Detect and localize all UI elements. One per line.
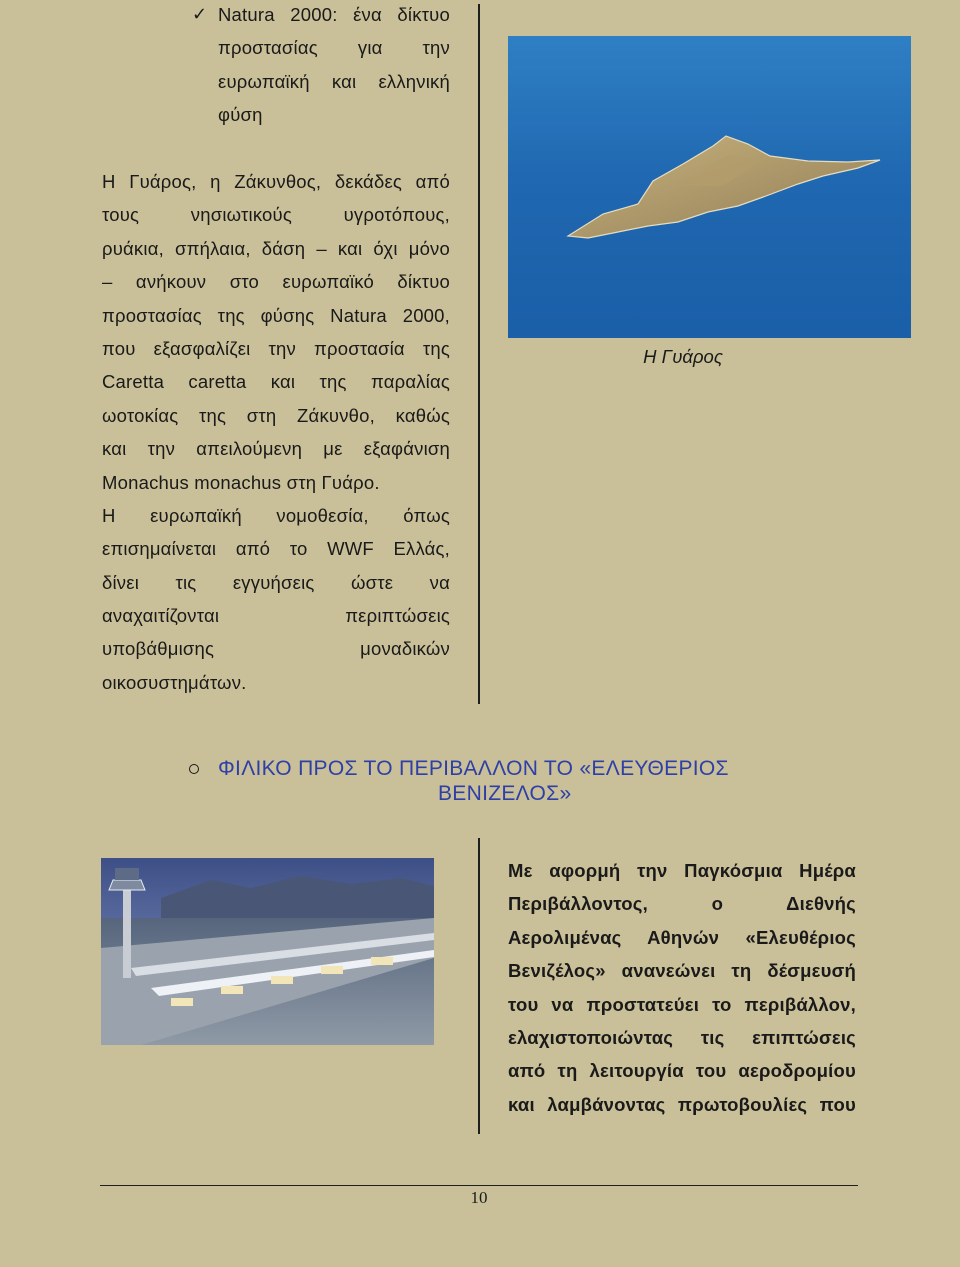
paragraph-line: που εξασφαλίζει την προστασία της [102, 337, 450, 359]
paragraph-line: Περιβάλλοντος, ο Διεθνής [508, 893, 856, 915]
airport-paragraph [508, 854, 856, 1121]
gyaros-caption: Η Γυάρος [643, 346, 723, 367]
paragraph-line: από τη λειτουργία του αεροδρομίου [508, 1060, 856, 1082]
paragraph-line: δίνει τις εγγυήσεις ώστε να [102, 571, 450, 593]
paragraph-line: Με αφορμή την Παγκόσμια Ημέρα [508, 860, 856, 881]
natura-heading [192, 0, 450, 132]
airport-heading [190, 756, 890, 806]
paragraph-line: αναχαιτίζονται περιπτώσεις [102, 605, 450, 627]
paragraph-line: ελαχιστοποιώντας τις επιπτώσεις [508, 1026, 856, 1048]
gyaros-island-photo [508, 36, 911, 338]
paragraph-line: Η ευρωπαϊκή νομοθεσία, όπως [102, 504, 450, 526]
page-number: 10 [470, 1188, 488, 1207]
paragraph-line: Caretta caretta και της παραλίας [102, 371, 450, 393]
paragraph-line: Αερολιμένας Αθηνών «Ελευθέριος [508, 926, 856, 948]
paragraph-line: τους νησιωτικούς υγροτόπους, [102, 204, 450, 226]
airport-heading-line-1: ΦΙΛΙΚΟ ΠΡΟΣ ΤΟ ΠΕΡΙΒΑΛΛΟΝ ΤΟ «ΕΛΕΥΘΕΡΙΟΣ [218, 757, 729, 780]
paragraph-line: ωοτοκίας της στη Ζάκυνθο, καθώς [102, 404, 450, 426]
paragraph-line: και λαμβάνοντας πρωτοβουλίες που [508, 1093, 856, 1115]
paragraph-line: Βενιζέλος» ανανεώνει τη δέσμευσή [508, 960, 856, 982]
paragraph-line: Monachus monachus στη Γυάρο. [102, 471, 380, 493]
paragraph-line: ρυάκια, σπήλαια, δάση – και όχι μόνο [102, 237, 450, 259]
natura-paragraph [102, 165, 450, 699]
paragraph-line: οικοσυστημάτων. [102, 671, 247, 693]
airport-photo [101, 858, 434, 1045]
bullet-icon [189, 764, 199, 774]
check-icon: ✓ [192, 4, 208, 24]
column-divider-2 [478, 838, 480, 1134]
airport-heading-line-2: ΒΕΝΙΖΕΛΟΣ» [438, 782, 572, 805]
paragraph-line: του να προστατεύει το περιβάλλον, [508, 993, 856, 1015]
paragraph-line: υποβάθμισης μοναδικών [102, 638, 450, 660]
natura-heading-line-4: φύση [218, 104, 263, 126]
natura-heading-line-3: ευρωπαϊκή και ελληνική [218, 70, 450, 92]
paragraph-line: – ανήκουν στο ευρωπαϊκό δίκτυο [102, 271, 450, 293]
natura-heading-line-1: Natura 2000: ένα δίκτυο [218, 4, 450, 25]
paragraph-line: επισημαίνεται από το WWF Ελλάς, [102, 538, 450, 560]
paragraph-line: και την απειλούμενη με εξαφάνιση [102, 438, 450, 460]
paragraph-line: Η Γυάρος, η Ζάκυνθος, δεκάδες από [102, 171, 450, 192]
footer-rule [100, 1185, 858, 1186]
paragraph-line: προστασίας της φύσης Natura 2000, [102, 304, 450, 326]
column-divider-1 [478, 4, 480, 704]
natura-heading-line-2: προστασίας για την [218, 37, 450, 59]
